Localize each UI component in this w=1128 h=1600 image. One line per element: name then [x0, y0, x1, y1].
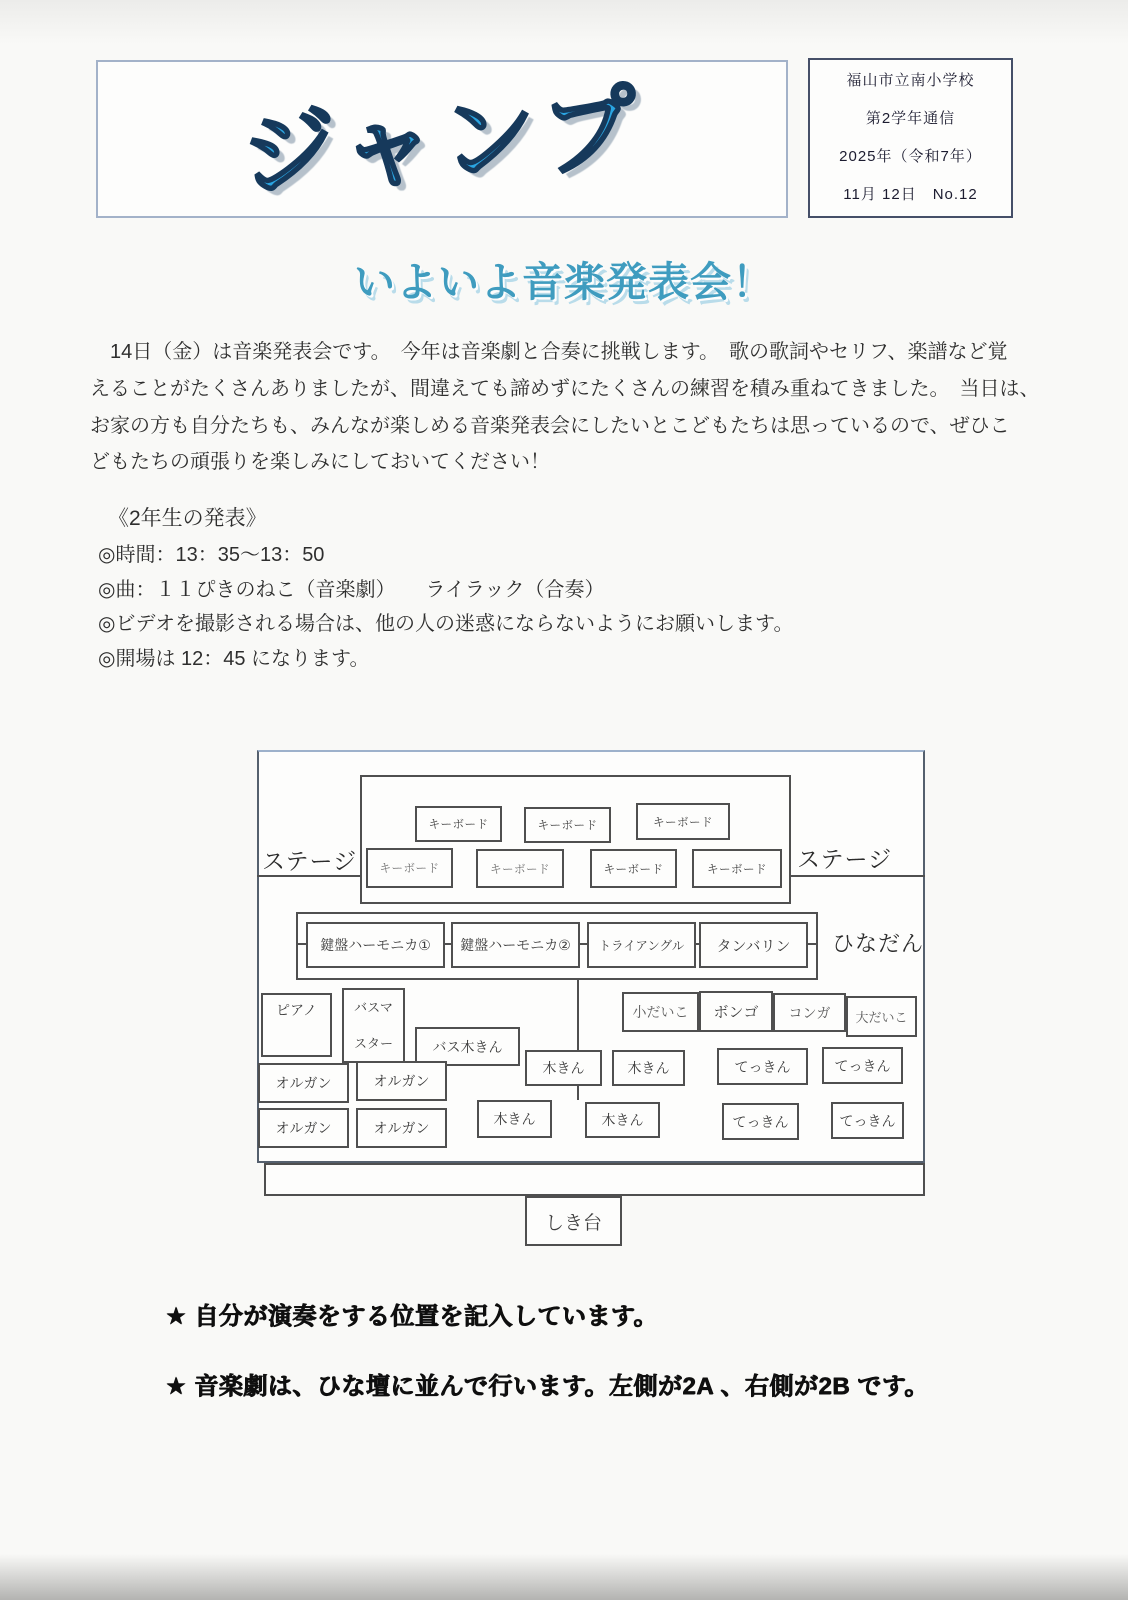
- instrument-box-keyboard: キーボード: [524, 807, 611, 843]
- instrument-box-big-drum: 大だいこ: [846, 996, 917, 1037]
- instrument-box-bassmaster: [342, 988, 405, 1063]
- stage-front-bar: [264, 1163, 925, 1196]
- issue-date-number: 11月 12日 No.12: [843, 186, 978, 203]
- instrument-box-organ: オルガン: [356, 1061, 447, 1101]
- instrument-box-organ: オルガン: [258, 1063, 349, 1103]
- instrument-box-tambourine: タンバリン: [699, 922, 808, 968]
- intro-line: お家の方も自分たちも、みんなが楽しめる音楽発表会にしたいとこどもたちは思っているので、ぜひこ: [90, 414, 1010, 437]
- stage-label-right: ステージ: [797, 846, 893, 872]
- instrument-box-xylophone: 木きん: [585, 1102, 660, 1138]
- bassmaster-label-line2: スター: [353, 1036, 393, 1051]
- instrument-box-xylophone: 木きん: [525, 1050, 602, 1086]
- conductor-podium-box: しき台: [525, 1196, 622, 1246]
- note-class-sides: ★ 音楽劇は、ひな壇に並んで行います。左側が2A 、右側が2B です。: [165, 1373, 929, 1400]
- detail-video-request: ◎ビデオを撮影される場合は、他の人の迷惑にならないようにお願いします。: [98, 613, 794, 635]
- instrument-box-keyboard: キーボード: [590, 849, 677, 888]
- stage-label-left: ステージ: [262, 848, 358, 874]
- instrument-box-organ: オルガン: [258, 1108, 349, 1148]
- instrument-box-keyboard: キーボード: [476, 849, 564, 888]
- instrument-box-metallophone: てっきん: [722, 1103, 799, 1140]
- scan-top-shade: [0, 0, 1128, 44]
- instrument-box-keyboard: キーボード: [692, 849, 782, 888]
- note-positions: ★ 自分が演奏をする位置を記入しています。: [165, 1303, 658, 1330]
- stage-layout-diagram: [255, 737, 931, 1252]
- detail-time: ◎時間：13：35～13：50: [98, 544, 325, 566]
- stage-divider-line-right: [791, 875, 925, 877]
- presentation-details-heading: 《2年生の発表》: [108, 507, 267, 530]
- issue-info-box: [808, 58, 1013, 218]
- detail-doors-open: ◎開場は 12：45 になります。: [98, 647, 370, 670]
- issue-year: 2025年（令和7年）: [839, 148, 982, 165]
- instrument-box-keyboard: キーボード: [415, 806, 502, 842]
- instrument-box-conga: コンガ: [773, 993, 846, 1032]
- presentation-details: [98, 500, 793, 676]
- instrument-box-melodica-1: 鍵盤ハーモニカ①: [306, 922, 445, 968]
- instrument-box-xylophone: 木きん: [477, 1100, 552, 1138]
- instrument-box-bass-xylophone: バス木きん: [415, 1027, 520, 1066]
- intro-line: どもたちの頑張りを楽しみにしておいてください！: [90, 451, 550, 474]
- instrument-box-metallophone: てっきん: [822, 1047, 903, 1084]
- hinadan-label: ひなだん: [832, 931, 925, 956]
- newsletter-title-box: [96, 60, 788, 218]
- instrument-box-triangle: トライアングル: [587, 922, 696, 968]
- instrument-box-metallophone: てっきん: [831, 1102, 904, 1139]
- instrument-box-small-drum: 小だいこ: [622, 992, 699, 1032]
- intro-paragraph: [90, 334, 1050, 481]
- article-headline: いよいよ音楽発表会！: [354, 259, 774, 305]
- instrument-box-piano: ピアノ: [261, 993, 332, 1057]
- grade-newsletter-label: 第2学年通信: [865, 110, 956, 127]
- detail-songs: ◎曲：１１ぴきのねこ（音楽劇） ライラック（合奏）: [98, 578, 605, 601]
- instrument-box-metallophone: てっきん: [717, 1048, 808, 1085]
- school-name: 福山市立南小学校: [846, 72, 975, 89]
- instrument-box-keyboard: キーボード: [366, 848, 453, 888]
- instrument-box-xylophone: 木きん: [612, 1050, 685, 1086]
- bassmaster-label-line1: バスマ: [354, 1000, 393, 1015]
- instrument-box-bongo: ボンゴ: [699, 991, 773, 1032]
- scan-bottom-shade: [0, 1554, 1128, 1600]
- intro-line: 14日（金）は音楽発表会です。 今年は音楽劇と合奏に挑戦します。 歌の歌詞やセリフ、楽譜など覚: [90, 341, 1008, 363]
- intro-line: えることがたくさんありましたが、間違えても諦めずにたくさんの練習を積み重ねてきました。 当日は、: [90, 377, 1040, 400]
- instrument-box-keyboard: キーボード: [636, 803, 730, 840]
- newsletter-title: ジャンプ: [238, 76, 647, 210]
- instrument-box-melodica-2: 鍵盤ハーモニカ②: [451, 922, 580, 968]
- instrument-box-organ: オルガン: [356, 1108, 447, 1148]
